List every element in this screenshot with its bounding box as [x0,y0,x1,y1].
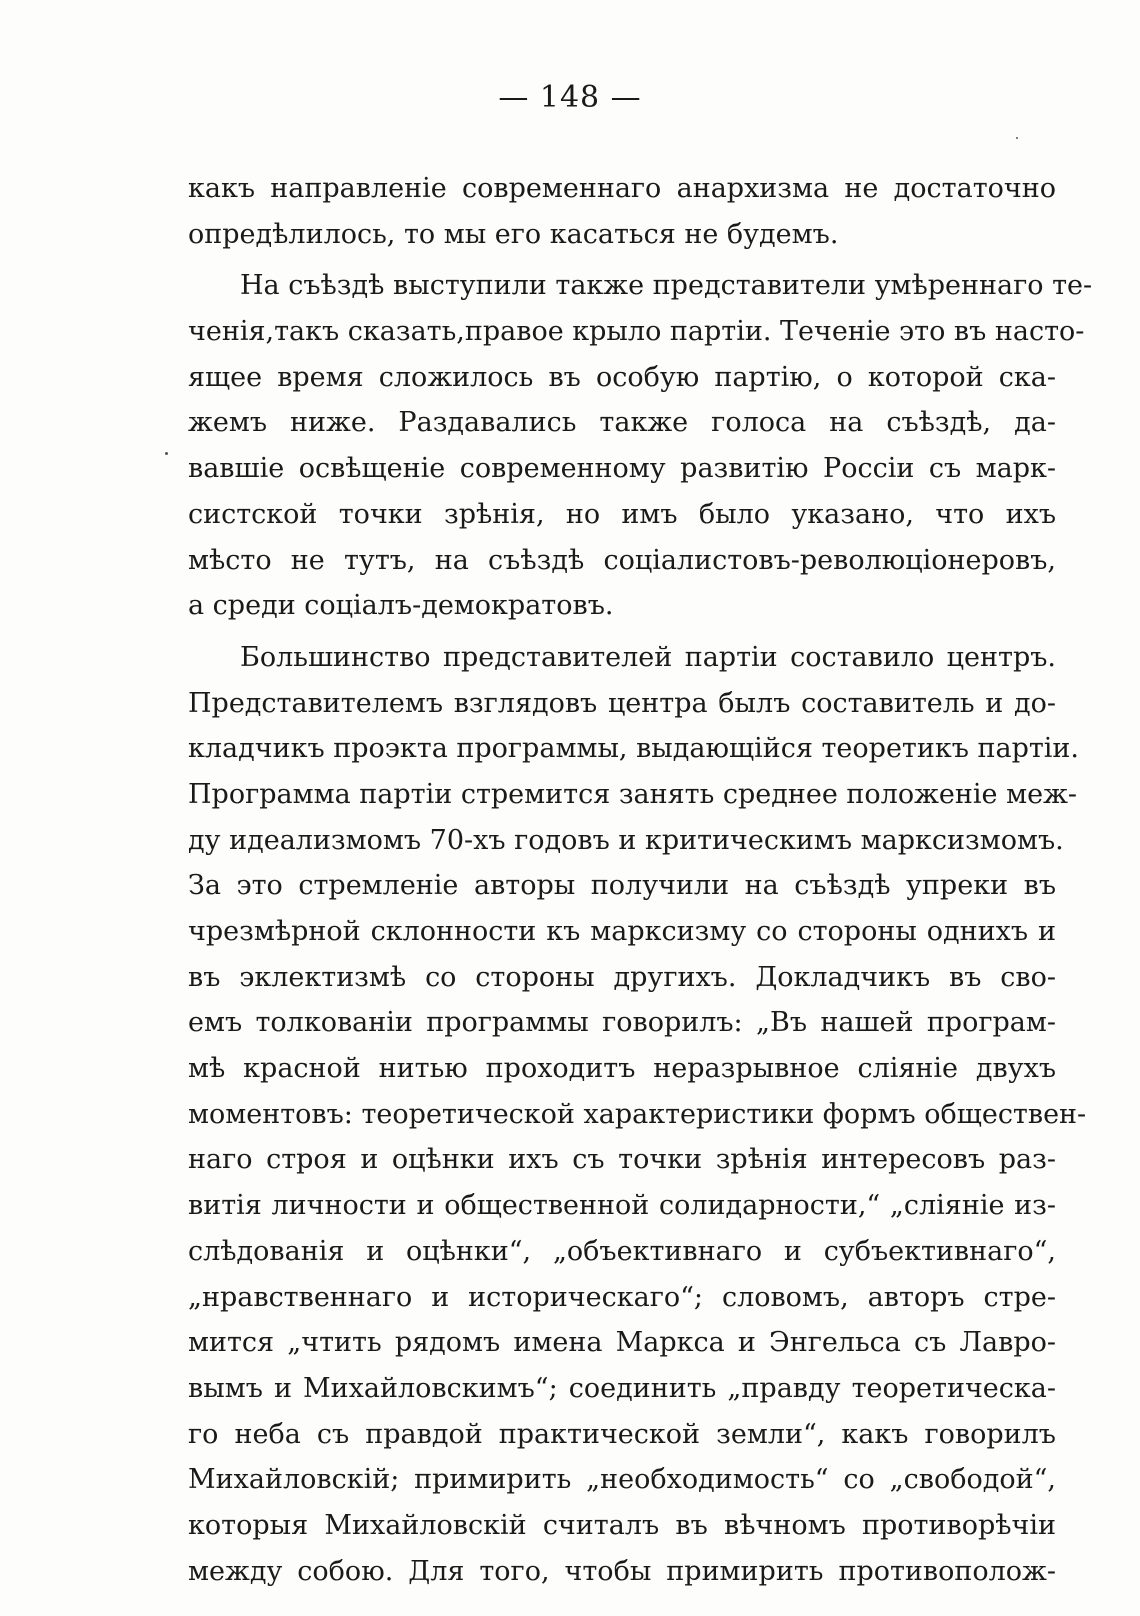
text-line: наго строя и оцѣнки ихъ съ точки зрѣнія интересовъ раз- [188,1144,1056,1176]
text-line: а среди соціалъ-демократовъ. [188,590,614,622]
text-line: кладчикъ проэкта программы, выдающійся теоретикъ партіи. [188,733,1080,765]
text-line: между собою. Для того, чтобы примирить противополож- [188,1555,1056,1587]
page-number: — 148 — [498,80,642,115]
text-line: Программа партіи стремится занять среднее положеніе меж- [188,778,1078,810]
paragraph [188,635,1087,1594]
body-text [188,166,1093,1594]
text-line: Представителемъ взглядовъ центра былъ составитель и до- [188,687,1056,719]
text-line: слѣдованія и оцѣнки“, „объективнаго и субъективнаго“, [188,1235,1056,1267]
text-line: го неба съ правдой практической земли“, какъ говорилъ [188,1418,1056,1450]
text-line: мѣсто не тутъ, на съѣздѣ соціалистовъ-революціонеровъ, [188,544,1056,576]
text-line: жемъ ниже. Раздавались также голоса на съѣздѣ, да- [188,407,1056,439]
text-line: какъ направленіе современнаго анархизма не достаточно [188,173,1056,204]
text-line: Большинство представителей партіи составило центръ. [240,641,1056,673]
text-line: ящее время сложилось въ особую партію, о которой ска- [188,361,1056,393]
text-line: За это стремленіе авторы получили на съѣздѣ упреки въ [188,870,1056,902]
text-line: вавшіе освѣщеніе современному развитію Россіи съ марк- [188,453,1056,485]
print-speck-mark [1016,137,1018,139]
text-line: моментовъ: теоретической характеристики формъ обществен- [188,1098,1087,1130]
paragraph [188,166,1056,257]
text-line: мится „чтить рядомъ имена Маркса и Энгельса съ Лавро- [188,1327,1056,1359]
text-line: въ эклектизмѣ со стороны другихъ. Докладчикъ въ сво- [188,961,1056,993]
text-line: На съѣздѣ выступили также представители умѣреннаго те- [240,270,1093,302]
text-line: Михайловскій; примирить „необходимость“ со „свободой“, [188,1464,1056,1496]
text-line: которыя Михайловскій считалъ въ вѣчномъ противорѣчіи [188,1509,1056,1541]
text-line: чрезмѣрной склонности къ марксизму со стороны однихъ и [188,916,1056,947]
text-line: мѣ красной нитью проходитъ неразрывное сліяніе двухъ [188,1053,1056,1085]
text-line: емъ толкованіи программы говорилъ: „Въ нашей програм- [188,1007,1056,1039]
text-line: вымъ и Михайловскимъ“; соединить „правду теоретическа- [188,1372,1056,1404]
text-line: витія личности и общественной солидарности,“ „сліяніе из- [188,1190,1056,1222]
text-line: ду идеализмомъ 70-хъ годовъ и критическимъ марксизмомъ. [188,824,1064,856]
print-speck-mark [165,452,168,455]
text-line: ченія,такъ сказать,правое крыло партіи. Теченіе это въ насто- [188,316,1085,348]
paragraph [188,263,1093,629]
text-line: „нравственнаго и историческаго“; словомъ, авторъ стре- [188,1281,1056,1313]
text-line: опредѣлилось, то мы его касаться не будемъ. [188,218,839,250]
text-line: систской точки зрѣнія, но имъ было указано, что ихъ [188,498,1056,530]
